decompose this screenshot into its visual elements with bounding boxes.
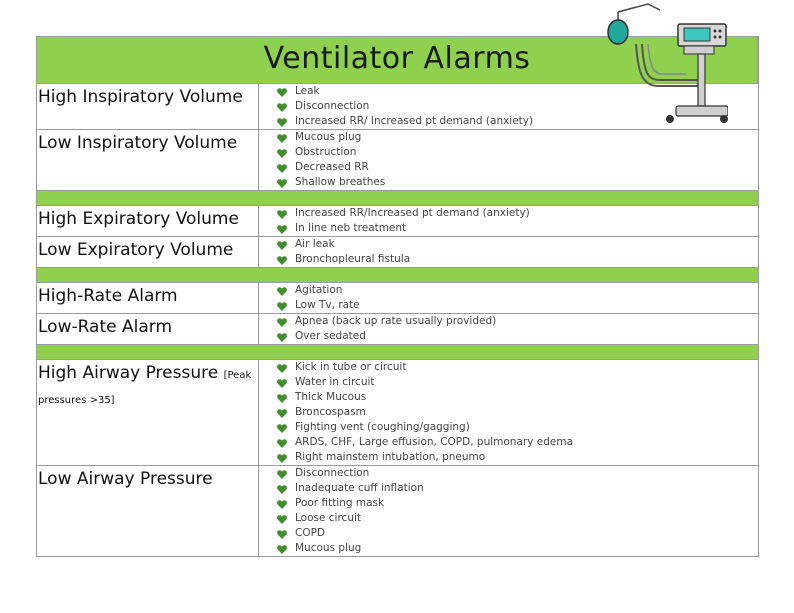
cause-item (277, 329, 758, 344)
cause-text: Disconnection (295, 467, 370, 479)
cause-text: Fighting vent (coughing/gagging) (295, 421, 470, 433)
alarm-name: High Inspiratory Volume (38, 87, 243, 107)
cause-text: Obstruction (295, 146, 357, 158)
cause-text: Shallow breathes (295, 176, 386, 188)
cause-item (277, 237, 758, 252)
heart-icon (277, 148, 287, 157)
heart-icon (277, 317, 287, 326)
heart-icon (277, 332, 287, 341)
alarm-name: High Expiratory Volume (38, 209, 239, 229)
cause-text: Low Tv, rate (295, 299, 360, 311)
alarm-label (37, 206, 259, 236)
cause-list (259, 206, 758, 236)
cause-text: Decreased RR (295, 161, 369, 173)
cause-item (277, 420, 758, 435)
heart-icon (277, 514, 287, 523)
alarm-label (37, 84, 259, 129)
section-divider (36, 345, 758, 360)
cause-item (277, 145, 758, 160)
alarm-label (37, 237, 259, 267)
alarm-name: Low-Rate Alarm (38, 317, 173, 337)
cause-text: Poor fitting mask (295, 497, 385, 509)
cause-item (277, 283, 758, 298)
cause-item (277, 130, 758, 145)
cause-text: Right mainstem intubation, pneumo (295, 451, 486, 463)
heart-icon (277, 544, 287, 553)
cause-item (277, 405, 758, 420)
cause-list (259, 314, 758, 344)
cause-item (277, 360, 758, 375)
heart-icon (277, 102, 287, 111)
cause-text: ARDS, CHF, Large effusion, COPD, pulmonary edema (295, 436, 573, 448)
heart-icon (277, 484, 287, 493)
heart-icon (277, 163, 287, 172)
heart-icon (277, 117, 287, 126)
alarm-name: Low Expiratory Volume (38, 240, 234, 260)
cause-text: Inadequate cuff inflation (295, 482, 424, 494)
heart-icon (277, 178, 287, 187)
cause-item (277, 526, 758, 541)
heart-icon (277, 363, 287, 372)
cause-item (277, 314, 758, 329)
alarm-rows (36, 84, 758, 557)
heart-icon (277, 469, 287, 478)
cause-item (277, 175, 758, 190)
cause-item (277, 435, 758, 450)
cause-text: Thick Mucous (295, 391, 367, 403)
cause-text: Increased RR/Increased pt demand (anxiety) (295, 207, 530, 219)
alarm-row (36, 283, 758, 314)
ventilator-illustration (598, 2, 728, 126)
heart-icon (277, 529, 287, 538)
cause-item (277, 375, 758, 390)
cause-item (277, 511, 758, 526)
cause-item (277, 481, 758, 496)
cause-text: Water in circuit (295, 376, 375, 388)
alarm-name: Low Airway Pressure (38, 469, 213, 489)
heart-icon (277, 209, 287, 218)
cause-list (259, 466, 758, 556)
heart-icon (277, 224, 287, 233)
heart-icon (277, 453, 287, 462)
heart-icon (277, 393, 287, 402)
alarm-name: High Airway Pressure (38, 363, 219, 383)
alarm-label (37, 314, 259, 344)
cause-text: Air leak (295, 238, 335, 250)
cause-text: COPD (295, 527, 326, 539)
heart-icon (277, 301, 287, 310)
alarm-label (37, 130, 259, 190)
cause-text: In line neb treatment (295, 222, 407, 234)
cause-item (277, 221, 758, 236)
page-title: Ventilator Alarms (263, 41, 531, 76)
cause-item (277, 252, 758, 267)
heart-icon (277, 408, 287, 417)
heart-icon (277, 378, 287, 387)
alarm-row (36, 314, 758, 345)
cause-text: Leak (295, 85, 320, 97)
cause-item (277, 206, 758, 221)
alarm-note: [Peak pressures >35] (38, 370, 252, 406)
alarm-row (36, 237, 758, 268)
alarm-row (36, 130, 758, 191)
heart-icon (277, 133, 287, 142)
cause-text: Increased RR/ Increased pt demand (anxiety) (295, 115, 534, 127)
heart-icon (277, 255, 287, 264)
cause-text: Agitation (295, 284, 343, 296)
alarm-row (36, 206, 758, 237)
cause-text: Mucous plug (295, 542, 362, 554)
cause-item (277, 541, 758, 556)
alarm-name: Low Inspiratory Volume (38, 133, 238, 153)
cause-text: Kick in tube or circuit (295, 361, 407, 373)
cause-item (277, 390, 758, 405)
cause-text: Disconnection (295, 100, 370, 112)
cause-text: Mucous plug (295, 131, 362, 143)
cause-text: Loose circuit (295, 512, 362, 524)
cause-item (277, 466, 758, 481)
cause-item (277, 496, 758, 511)
alarm-label (37, 283, 259, 313)
cause-list (259, 237, 758, 267)
alarm-label (37, 466, 259, 556)
cause-item (277, 298, 758, 313)
cause-list (259, 130, 758, 190)
cause-item (277, 450, 758, 465)
section-divider (36, 268, 758, 283)
heart-icon (277, 286, 287, 295)
cause-item (277, 160, 758, 175)
cause-list (259, 283, 758, 313)
alarm-row (36, 360, 758, 466)
heart-icon (277, 240, 287, 249)
cause-text: Bronchopleural fistula (295, 253, 411, 265)
cause-text: Apnea (back up rate usually provided) (295, 315, 497, 327)
heart-icon (277, 423, 287, 432)
cause-text: Over sedated (295, 330, 366, 342)
alarm-row (36, 466, 758, 557)
heart-icon (277, 499, 287, 508)
section-divider (36, 191, 758, 206)
cause-text: Broncospasm (295, 406, 366, 418)
heart-icon (277, 438, 287, 447)
alarm-label (37, 360, 259, 465)
cause-list (259, 360, 758, 465)
alarm-name: High-Rate Alarm (38, 286, 178, 306)
heart-icon (277, 87, 287, 96)
